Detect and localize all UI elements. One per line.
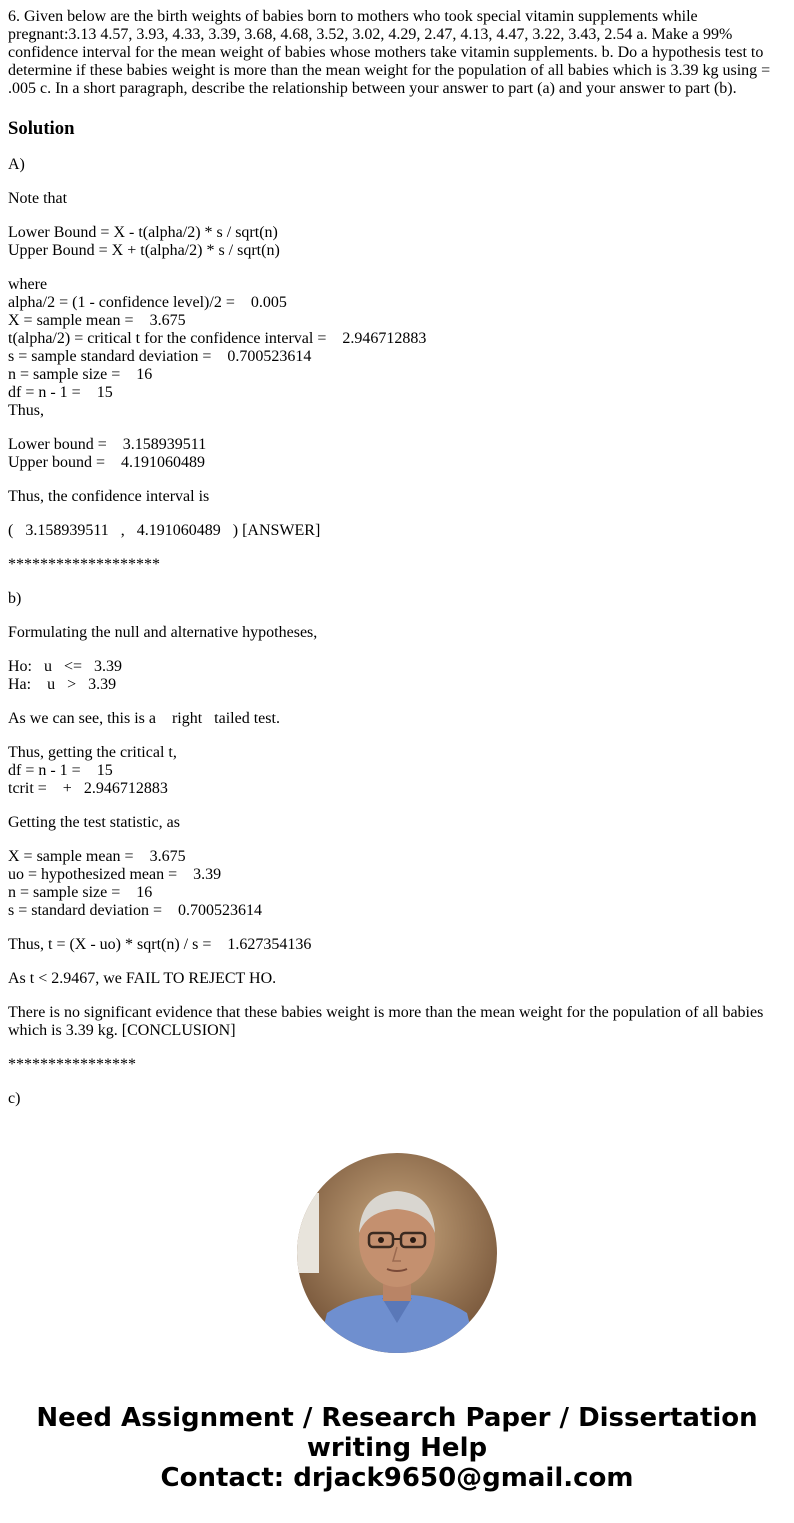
promo-line-1: Need Assignment / Research Paper / Dissertation <box>36 1403 758 1433</box>
solution-line: Thus, t = (X - uo) * sqrt(n) / s = 1.627354136 <box>8 936 312 953</box>
solution-paragraph <box>8 848 786 920</box>
solution-paragraph <box>8 590 786 608</box>
solution-paragraph <box>8 488 786 506</box>
question-text: 6. Given below are the birth weights of babies born to mothers who took special vitamin supplements while pregnant:3.13 4.57, 3.93, 4.33, 3.39, 3.68, 4.68, 3.52, 3.02, 4.29, 2.47, 4.13, 4.47, 3.22, 3.43, 2.54 a. Make a 99% confidence interval for the mean weight of babies whose mothers take vitamin supplements. b. Do a hypothesis test to determine if these babies weight is more than the mean weight for the population of all babies which is 3.39 kg using = .005 c. In a short paragraph, describe the relationship between your answer to part (a) and your answer to part (b). <box>8 8 771 97</box>
solution-line: tcrit = + 2.946712883 <box>8 780 168 797</box>
author-avatar <box>297 1153 497 1353</box>
solution-line: t(alpha/2) = critical t for the confidence interval = 2.946712883 <box>8 330 427 347</box>
promo-contact: Contact: drjack9650@gmail.com <box>160 1463 634 1493</box>
solution-paragraph <box>8 814 786 832</box>
solution-line: Lower Bound = X - t(alpha/2) * s / sqrt(n) <box>8 224 278 241</box>
solution-line: X = sample mean = 3.675 <box>8 312 186 329</box>
solution-paragraph <box>8 1056 786 1074</box>
solution-line: A) <box>8 156 25 173</box>
solution-paragraph <box>8 710 786 728</box>
solution-line: There is no significant evidence that these babies weight is more than the mean weight for the population of all babies which is 3.39 kg. [CONCLUSION] <box>8 1004 768 1039</box>
solution-paragraph <box>8 744 786 798</box>
solution-line: Ha: u > 3.39 <box>8 676 117 693</box>
solution-heading: Solution <box>8 118 75 139</box>
promo-footer <box>0 1403 794 1493</box>
solution-paragraph <box>8 224 786 260</box>
solution-line: As t < 2.9467, we FAIL TO REJECT HO. <box>8 970 277 987</box>
solution-document <box>8 8 786 1123</box>
solution-line: where <box>8 276 48 293</box>
solution-line: df = n - 1 = 15 <box>8 384 113 401</box>
solution-line: ******************* <box>8 556 160 573</box>
solution-body <box>8 156 786 1108</box>
solution-paragraph <box>8 970 786 988</box>
author-photo-icon <box>297 1153 497 1353</box>
solution-line: Ho: u <= 3.39 <box>8 658 123 675</box>
solution-paragraph <box>8 1004 786 1040</box>
solution-line: alpha/2 = (1 - confidence level)/2 = 0.005 <box>8 294 287 311</box>
solution-paragraph <box>8 522 786 540</box>
solution-paragraph <box>8 436 786 472</box>
solution-line: X = sample mean = 3.675 <box>8 848 186 865</box>
solution-line: s = standard deviation = 0.700523614 <box>8 902 263 919</box>
solution-line: Thus, getting the critical t, <box>8 744 177 761</box>
solution-line: n = sample size = 16 <box>8 366 153 383</box>
solution-line: c) <box>8 1090 21 1107</box>
solution-line: Getting the test statistic, as <box>8 814 180 831</box>
solution-paragraph <box>8 276 786 420</box>
solution-line: Formulating the null and alternative hypotheses, <box>8 624 318 641</box>
solution-paragraph <box>8 1090 786 1108</box>
solution-paragraph <box>8 658 786 694</box>
solution-line: Thus, the confidence interval is <box>8 488 210 505</box>
solution-line: Thus, <box>8 402 44 419</box>
solution-paragraph <box>8 156 786 174</box>
solution-line: ( 3.158939511 , 4.191060489 ) [ANSWER] <box>8 522 321 539</box>
solution-line: Upper Bound = X + t(alpha/2) * s / sqrt(n) <box>8 242 280 259</box>
solution-line: Lower bound = 3.158939511 <box>8 436 207 453</box>
solution-paragraph <box>8 190 786 208</box>
promo-line-2: writing Help <box>306 1433 488 1463</box>
solution-paragraph <box>8 556 786 574</box>
solution-line: Note that <box>8 190 68 207</box>
solution-line: n = sample size = 16 <box>8 884 153 901</box>
solution-line: b) <box>8 590 22 607</box>
solution-line: Upper bound = 4.191060489 <box>8 454 206 471</box>
solution-line: As we can see, this is a right tailed test. <box>8 710 280 727</box>
solution-line: uo = hypothesized mean = 3.39 <box>8 866 222 883</box>
solution-line: s = sample standard deviation = 0.700523614 <box>8 348 312 365</box>
solution-line: df = n - 1 = 15 <box>8 762 113 779</box>
solution-paragraph <box>8 624 786 642</box>
solution-line: **************** <box>8 1056 136 1073</box>
solution-paragraph <box>8 936 786 954</box>
